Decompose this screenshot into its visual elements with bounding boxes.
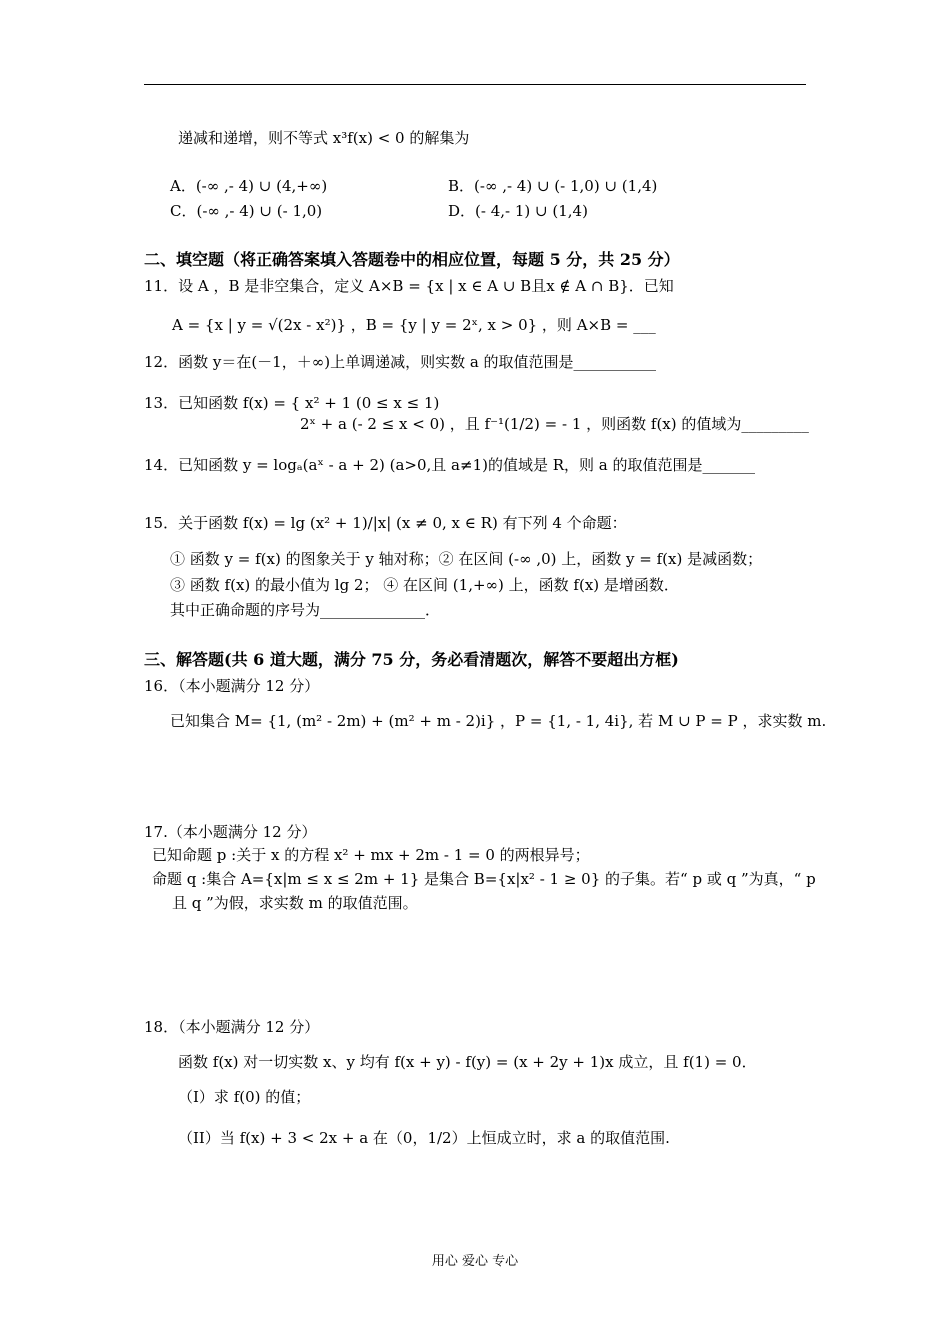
q16-body: 已知集合 M= {1, (m² - 2m) + (m² + m - 2)i} ，P = {1, - 1, 4i}, 若 M ∪ P = P ，求实数 m. (170, 712, 827, 730)
option-a: A．(-∞ ,- 4) ∪ (4,+∞) (170, 177, 328, 195)
q17-line-2: 命题 q :集合 A={x|m ≤ x ≤ 2m + 1} 是集合 B={x|x² - 1 ≥ 0} 的子集。若“ p 或 q ”为真，“ p (152, 870, 816, 888)
q18-part-2: （II）当 f(x) + 3 < 2x + a 在（0，1/2）上恒成立时，求 a 的取值范围. (178, 1129, 670, 1147)
q17-line-1: 已知命题 p :关于 x 的方程 x² + mx + 2m - 1 = 0 的两根异号； (152, 846, 590, 864)
q11-line-2: A = {x | y = √(2x - x²)} ，B = {y | y = 2ˣ, x > 0} ，则 A×B = ___ (172, 316, 656, 334)
q15-stem: 15．关于函数 f(x) = lg (x² + 1)/|x| (x ≠ 0, x ∈ R) 有下列 4 个命题： (144, 514, 627, 532)
option-d: D．(- 4,- 1) ∪ (1,4) (448, 202, 588, 220)
option-c: C．(-∞ ,- 4) ∪ (- 1,0) (170, 202, 323, 220)
q18-body: 函数 f(x) 对一切实数 x、y 均有 f(x + y) - f(y) = (x + 2y + 1)x 成立，且 f(1) = 0． (178, 1053, 757, 1071)
q17-header: 17.（本小题满分 12 分） (144, 823, 317, 841)
prev-question-continuation: 递减和递增，则不等式 x³f(x) < 0 的解集为 (178, 129, 470, 147)
header-rule (144, 84, 806, 85)
q13-line-1: 13．已知函数 f(x) = { x² + 1 (0 ≤ x ≤ 1) (144, 394, 440, 412)
q18-part-1: （I）求 f(0) 的值； (178, 1088, 311, 1106)
q17-line-3: 且 q ”为假，求实数 m 的取值范围。 (172, 894, 418, 912)
q18-header: 18．（本小题满分 12 分） (144, 1018, 320, 1036)
q15-prop-3-4: ③ 函数 f(x) 的最小值为 lg 2； ④ 在区间 (1,+∞) 上，函数 f(x) 是增函数． (170, 576, 679, 594)
q12: 12．函数 y＝在(－1，＋∞)上单调递减，则实数 a 的取值范围是___________ (144, 353, 657, 371)
q13-line-2: 2ˣ + a (- 2 ≤ x < 0) ，且 f⁻¹(1/2) = - 1 ，则函数 f(x) 的值域为_________ (300, 415, 809, 433)
q14: 14．已知函数 y = logₐ(aˣ - a + 2) (a>0,且 a≠1)的值域是 R，则 a 的取值范围是_______ (144, 456, 756, 474)
q11-line-1: 11．设 A ，B 是非空集合，定义 A×B = {x | x ∈ A ∪ B且x ∉ A ∩ B}．已知 (144, 277, 674, 295)
page-footer: 用心 爱心 专心 (431, 1254, 519, 1269)
section-2-heading: 二、填空题（将正确答案填入答题卷中的相应位置，每题 5 分，共 25 分） (144, 250, 680, 269)
q16-header: 16．（本小题满分 12 分） (144, 677, 320, 695)
q15-prop-1-2: ① 函数 y = f(x) 的图象关于 y 轴对称；② 在区间 (-∞ ,0) 上，函数 y = f(x) 是减函数； (170, 550, 763, 568)
option-b: B．(-∞ ,- 4) ∪ (- 1,0) ∪ (1,4) (448, 177, 658, 195)
section-3-heading: 三、解答题(共 6 道大题，满分 75 分，务必看清题次，解答不要超出方框) (144, 650, 679, 669)
q15-answer: 其中正确命题的序号为______________． (170, 601, 441, 619)
